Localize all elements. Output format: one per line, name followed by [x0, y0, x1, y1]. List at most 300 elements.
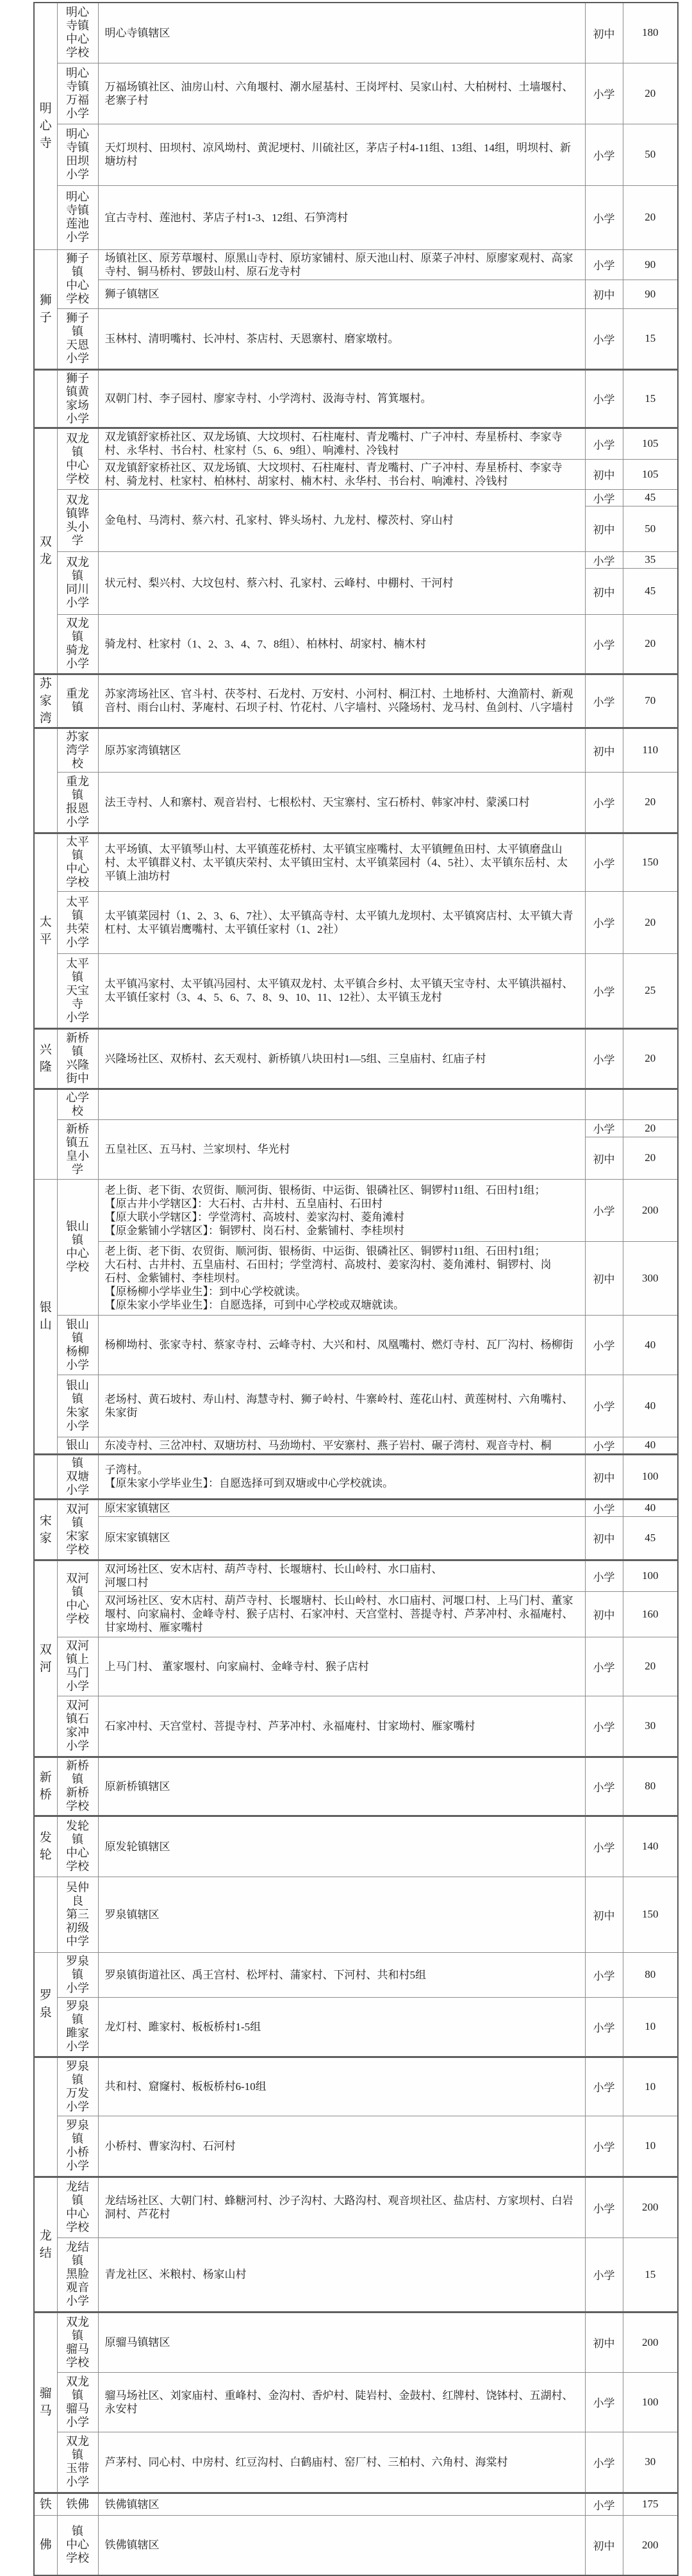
school-level-cell: 初中 [585, 1516, 623, 1560]
text-line: 小学 [66, 106, 89, 120]
school-name-cell [57, 1499, 98, 1560]
school-level-cell: 初中 [585, 1241, 623, 1315]
school-level-cell: 小学 [585, 1437, 623, 1454]
text-line: 天宝 [66, 983, 89, 997]
table-row [34, 2237, 678, 2312]
text-line: 泉 [39, 2006, 52, 2020]
text-line: 银 [39, 1301, 52, 1314]
text-line: 小学 [66, 1010, 89, 1024]
text-line: 骑龙 [66, 644, 89, 657]
text-line: 龙结 [66, 2241, 89, 2254]
school-name-cell [57, 1437, 98, 1454]
enrollment-count-cell: 45 [623, 1516, 678, 1560]
text-line: 双龙 [66, 2435, 89, 2448]
text-line: 银山 [66, 1220, 89, 1233]
text-line: 镇 [72, 970, 83, 983]
school-level-cell: 初中 [585, 728, 623, 772]
school-level-cell: 小学 [585, 1179, 623, 1241]
text-line: 家 [39, 694, 52, 708]
table-row [34, 1516, 678, 1560]
table-row [34, 2432, 678, 2493]
text-line: 狮子镇辖区 [104, 288, 160, 300]
enrollment-count-cell: 25 [623, 953, 678, 1028]
text-line: 寺 [72, 997, 83, 1010]
text-line: 天灯坝村、田坝村、凉风坳村、黄泥埂村、川硫社区，茅店子村4-11组、13组、14组，明坝村、新塘坊村 [104, 142, 572, 167]
school-level-cell: 小学 [585, 308, 623, 369]
text-line: 铁佛镇辖区 [104, 2498, 160, 2511]
region-cell [34, 2312, 57, 2493]
table-row [34, 1375, 678, 1437]
text-line: 心 [39, 119, 52, 133]
text-line: 双河场社区、安木店村、葫芦寺村、长堰塘村、长山岭村、水口庙村、 [104, 1563, 443, 1575]
text-line: 小学 [66, 352, 89, 365]
text-line: 兴 [39, 1043, 52, 1057]
school-level-cell: 初中 [585, 3, 623, 63]
text-line: 小桥村、曹家沟村、石河村 [104, 2139, 236, 2152]
text-line: 镇 [72, 445, 83, 458]
text-line: 皇小 [66, 1149, 89, 1162]
region-cell [34, 833, 57, 1028]
text-line: 杨柳 [66, 1344, 89, 1358]
table-row [34, 1997, 678, 2057]
text-line: 山 [39, 1318, 52, 1332]
service-area-cell [98, 1179, 585, 1241]
text-line: 太 [39, 915, 52, 929]
service-area-cell [98, 953, 585, 1028]
enrollment-count-cell: 200 [623, 1179, 678, 1241]
text-line: 太平镇菜园村（1、2、3、6、7社）、太平镇高寺村、太平镇九龙坝村、太平镇窝店村、太平镇大青杠村、太平镇岩鹰嘴村、太平镇任家村（1、2社） [104, 909, 573, 935]
text-line: 中心 [66, 862, 89, 875]
enrollment-count-cell: 40 [623, 1315, 678, 1375]
text-line: 明心寺镇辖区 [104, 26, 170, 39]
school-name-cell [57, 2177, 98, 2237]
school-level-cell: 小学 [585, 614, 623, 674]
service-area-cell [98, 2432, 585, 2493]
text-line: 中心 [66, 279, 89, 292]
table-row [34, 308, 678, 369]
text-line: 万福 [66, 93, 89, 106]
text-line: 【原朱家小学毕业生】：自愿选择可到双塘或中心学校就读。 [104, 1477, 393, 1489]
school-name-cell [57, 1028, 98, 1089]
text-line: 田坝 [66, 155, 89, 167]
enrollment-count-cell: 40 [623, 1437, 678, 1454]
school-name-cell [57, 1997, 98, 2057]
service-area-cell [98, 1315, 585, 1375]
region-cell [34, 249, 57, 369]
service-area-cell [98, 674, 585, 728]
text-line: 学校 [66, 1260, 89, 1273]
text-line: 原苏家湾镇辖区 [104, 744, 181, 757]
text-line: 镇 [72, 2448, 83, 2461]
text-line: 小学 [66, 596, 89, 609]
region-cell [34, 1089, 57, 1179]
text-line: 镇 [72, 265, 83, 278]
enrollment-count-cell: 110 [623, 728, 678, 772]
text-line: 学 [72, 533, 83, 547]
enrollment-count-cell: 100 [623, 1560, 678, 1591]
table-row [34, 674, 678, 728]
enrollment-range-table [33, 2, 679, 2576]
table-row [34, 2493, 678, 2515]
text-line: 镇 [72, 630, 83, 643]
school-level-cell: 小学 [585, 428, 623, 459]
text-line: 学校 [66, 1612, 89, 1625]
enrollment-count-cell: 20 [623, 1137, 678, 1179]
text-line: 东凌寺村、三岔冲村、双塘坊村、马劲坳村、平安寨村、燕子岩村、碾子湾村、观音寺村、桐 [104, 1439, 552, 1451]
enrollment-count-cell: 35 [623, 551, 678, 568]
school-name-cell [57, 1877, 98, 1952]
text-line: 镇 [72, 2073, 83, 2086]
text-line: 金龟村、马湾村、蔡六村、孔家村、铧头场村、九龙村、檬茨村、穿山村 [104, 514, 454, 526]
text-line: 双河 [66, 1639, 89, 1652]
text-line: 学校 [66, 2355, 89, 2369]
text-line: 小学 [66, 815, 89, 828]
enrollment-count-cell: 20 [623, 1028, 678, 1089]
school-level-cell: 小学 [585, 489, 623, 506]
enrollment-count-cell: 200 [623, 2312, 678, 2372]
enrollment-count-cell: 20 [623, 185, 678, 249]
service-area-cell [98, 280, 585, 308]
text-line: 街中 [66, 1072, 89, 1085]
service-area-cell [98, 2515, 585, 2575]
region-cell [34, 1952, 57, 2057]
school-level-cell: 小学 [585, 1028, 623, 1089]
service-area-cell [98, 1454, 585, 1499]
school-name-cell [57, 63, 98, 124]
text-line: 小学 [66, 1981, 89, 1995]
text-line: 黑脸 [66, 2268, 89, 2280]
table-row [34, 1952, 678, 1997]
text-line: 寺镇 [66, 19, 89, 33]
text-line: 原发轮镇辖区 [104, 1840, 170, 1853]
text-line: 镇 [72, 1392, 83, 1405]
table-row [34, 2116, 678, 2177]
enrollment-count-cell: 50 [623, 124, 678, 185]
enrollment-count-cell: 10 [623, 2057, 678, 2116]
service-area-cell [98, 772, 585, 833]
text-line: 石村、金紫铺村、李桂坝村。 [104, 1272, 247, 1284]
table-row [34, 2515, 678, 2575]
text-line: 重龙 [66, 687, 89, 700]
school-name-cell [57, 2237, 98, 2312]
text-line: 新桥 [66, 1032, 89, 1044]
school-level-cell: 小学 [585, 2493, 623, 2515]
text-line: 场镇社区、原芳草堰村、原黑山寺村、原坊家铺村、原天池山村、原菜子冲村、原廖家观村、高家寺村、铜马桥村、锣鼓山村、原石龙寺村 [104, 251, 573, 278]
enrollment-count-cell: 105 [623, 459, 678, 489]
enrollment-count-cell: 30 [623, 2432, 678, 2493]
region-cell [34, 1454, 57, 1499]
text-line: 学校 [66, 46, 89, 60]
table-row [34, 1454, 678, 1499]
text-line: 镇 [72, 1516, 83, 1529]
text-line: 子 [39, 311, 52, 324]
school-name-cell [57, 1454, 98, 1499]
table-row [34, 833, 678, 891]
service-area-cell [98, 489, 585, 551]
table-row [34, 1179, 678, 1241]
text-line: 镇 [72, 2194, 83, 2207]
school-name-cell [57, 2432, 98, 2493]
school-name-cell [57, 2515, 98, 2575]
school-level-cell: 初中 [585, 2312, 623, 2372]
text-line: 桥 [39, 1788, 52, 1802]
text-line: 报恩 [66, 802, 89, 815]
text-line: 罗泉镇街道社区、禹王宫村、松坪村、蒲家村、下河村、共和村5组 [104, 1968, 426, 1981]
table-row [34, 2372, 678, 2432]
service-area-cell [98, 1089, 585, 1119]
enrollment-count-cell: 100 [623, 2372, 678, 2432]
table-row [34, 1437, 678, 1454]
text-line: 小学 [66, 168, 89, 181]
table-row [34, 1241, 678, 1315]
region-cell [34, 1757, 57, 1816]
service-area-cell [98, 2372, 585, 2432]
service-area-cell [98, 63, 585, 124]
text-line: 镇石 [66, 1712, 89, 1725]
school-level-cell: 小学 [585, 2432, 623, 2493]
text-line: 【原杨柳小学毕业生】：到中心学校就读。 [104, 1285, 306, 1298]
text-line: 小学 [66, 2159, 89, 2172]
school-name-cell [57, 369, 98, 428]
text-line: 狮子 [66, 312, 89, 324]
text-line: 共和村、窟窿村、板板桥村6-10组 [104, 2080, 267, 2093]
text-line: 上马门村、 董家堰村、向家扁村、金峰寺村、猴子店村 [104, 1660, 369, 1673]
text-line: 双塘 [66, 1469, 89, 1483]
text-line: 老场村、黄石坡村、寿山村、海慧寺村、狮子岭村、牛寨岭村、莲花山村、黄莲树村、六角嘴村、朱家街 [104, 1393, 573, 1419]
text-line: 双龙 [66, 617, 89, 630]
school-name-cell [57, 1816, 98, 1877]
text-line: 狮子 [66, 252, 89, 265]
service-area-cell [98, 2177, 585, 2237]
service-area-cell [98, 185, 585, 249]
enrollment-count-cell [623, 1089, 678, 1119]
school-name-cell [57, 1637, 98, 1696]
table-row [34, 772, 678, 833]
school-level-cell: 小学 [585, 124, 623, 185]
region-cell [34, 2493, 57, 2515]
text-line: 老上街、老下街、农贸街、顺河街、银杨街、中运街、银磷社区、铜锣村11组、石田村1组； [104, 1245, 546, 1257]
text-line: 【原古井小学辖区】：大石村、古井村、五皇庙村、石田村 [104, 1197, 383, 1210]
enrollment-count-cell: 15 [623, 369, 678, 428]
region-cell [34, 428, 57, 674]
school-name-cell [57, 2493, 98, 2515]
school-level-cell: 初中 [585, 459, 623, 489]
school-level-cell: 小学 [585, 891, 623, 953]
table-row [34, 2312, 678, 2372]
text-line: 湾 [39, 711, 52, 725]
service-area-cell [98, 1516, 585, 1560]
text-line: 【原大联小学辖区】：学堂湾村、高坡村、姜家沟村、菱角滩村 [104, 1210, 404, 1223]
school-level-cell: 初中 [585, 506, 623, 551]
text-line: 镇 [72, 701, 83, 714]
service-area-cell [98, 1591, 585, 1637]
text-line: 寺镇 [66, 141, 89, 154]
text-line: 双龙 [66, 493, 89, 506]
text-line: 心学 [66, 1091, 89, 1104]
service-area-cell [98, 2312, 585, 2372]
school-name-cell [57, 2312, 98, 2372]
text-line: 太平镇冯家村、太平镇冯园村、太平镇双龙村、太平镇合乡村、太平镇天宝寺村、太平镇洪福村、太平镇任家村（3、4、5、6、7、8、9、10、11、12社）、太平镇玉龙村 [104, 978, 573, 1003]
school-level-cell: 小学 [585, 249, 623, 280]
text-line: 杨柳坳村、张家寺村、蔡家寺村、云峰寺村、大兴和村、凤凰嘴村、燃灯寺村、瓦厂沟村、杨柳街 [104, 1339, 573, 1351]
service-area-cell [98, 891, 585, 953]
service-area-cell [98, 1437, 585, 1454]
text-line: 龙灯村、雎家村、板板桥村1-5组 [104, 2020, 261, 2033]
enrollment-count-cell: 70 [623, 674, 678, 728]
text-line: 罗 [39, 1989, 52, 2002]
text-line: 中心 [66, 1598, 89, 1612]
school-name-cell [57, 1696, 98, 1757]
text-line: 万福场镇社区、油房山村、六角堰村、潮水屋基村、王岗坪村、吴家山村、大柏树村、土墙堰村、老寨子村 [104, 80, 573, 106]
text-line: 龙结场社区、大朝门村、蜂糖河村、沙子沟村、大路沟村、观音坝社区、盐店村、方家坝村、白岩洞村、芦花村 [104, 2195, 573, 2220]
table-row [34, 1637, 678, 1696]
text-line: 平 [39, 932, 52, 946]
text-line: 莲池 [66, 217, 89, 230]
service-area-cell [98, 428, 585, 459]
enrollment-count-cell: 45 [623, 568, 678, 614]
enrollment-count-cell: 105 [623, 428, 678, 459]
table-row [34, 1028, 678, 1089]
text-line: 镇 [72, 1331, 83, 1344]
text-line: 学校 [66, 472, 89, 485]
service-area-cell [98, 1499, 585, 1516]
service-area-cell [98, 1816, 585, 1877]
school-level-cell: 初中 [585, 2515, 623, 2575]
text-line: 小学 [66, 657, 89, 670]
service-area-cell [98, 1560, 585, 1591]
table-row [34, 1696, 678, 1757]
text-line: 【原金紫铺小学辖区】：铜锣村、岗石村、金紫铺村、李桂坝村 [104, 1224, 404, 1237]
text-line: 法王寺村、人和寨村、观音岩村、七根松村、天宝寨村、宝石桥村、韩家冲村、蒙溪口村 [104, 796, 530, 808]
service-area-cell [98, 728, 585, 772]
region-cell [34, 2177, 57, 2312]
service-area-cell [98, 3, 585, 63]
text-line: 兴隆 [66, 1058, 89, 1071]
text-line: 中心 [66, 458, 89, 472]
table-row [34, 728, 678, 772]
text-line: 双龙 [66, 556, 89, 569]
text-line: 老上街、老下街、农贸街、顺河街、银杨街、中运街、银磷社区、铜锣村11组、石田村1组； [104, 1183, 546, 1196]
text-line: 镇铧 [66, 506, 89, 520]
text-line: 明 [39, 102, 52, 116]
school-name-cell [57, 1315, 98, 1375]
region-cell [34, 1179, 57, 1454]
school-level-cell: 小学 [585, 953, 623, 1028]
table-row [34, 953, 678, 1028]
school-level-cell: 小学 [585, 1757, 623, 1816]
enrollment-count-cell: 20 [623, 891, 678, 953]
text-line: 明心 [66, 6, 89, 19]
text-line: 头小 [66, 520, 89, 533]
text-line: 镇 [72, 2329, 83, 2342]
text-line: 罗泉 [66, 2059, 89, 2073]
text-line: 骝马场社区、刘家庙村、重峰村、金沟村、香炉村、陡岩村、金鼓村、红牌村、饶钵村、五湖村、永安村 [104, 2389, 573, 2415]
table-row [34, 489, 678, 506]
school-level-cell: 小学 [585, 674, 623, 728]
school-name-cell [57, 1375, 98, 1437]
enrollment-count-cell: 180 [623, 3, 678, 63]
service-area-cell [98, 2493, 585, 2515]
school-level-cell: 小学 [585, 1499, 623, 1516]
table-row [34, 1591, 678, 1637]
table-row [34, 1089, 678, 1119]
text-line: 玉带 [66, 2462, 89, 2475]
text-line: 苏家湾场社区、官斗村、茯苓村、石龙村、万安村、小河村、桐江村、土地桥村、大渔箭村、新观音村、雨台山村、茅庵村、石坝子村、竹花村、八字墙村、兴隆场村、龙马村、鱼剑村、八字墙村 [104, 688, 573, 714]
table-row [34, 551, 678, 568]
school-name-cell [57, 489, 98, 551]
enrollment-count-cell: 200 [623, 2177, 678, 2237]
text-line: 双 [39, 535, 52, 549]
service-area-cell [98, 1119, 585, 1179]
text-line: 中心 [66, 1846, 89, 1859]
service-area-cell [98, 124, 585, 185]
text-line: 校 [72, 757, 83, 770]
text-line: 宜古寺村、莲池村、茅店子村1-3、12组、石笋湾村 [104, 211, 349, 224]
text-line: 镇 [72, 569, 83, 582]
text-line: 龙 [39, 553, 52, 566]
table-row [34, 124, 678, 185]
service-area-cell [98, 2057, 585, 2116]
school-name-cell [57, 1757, 98, 1816]
region-cell [34, 1028, 57, 1089]
text-line: 寺 [39, 137, 52, 151]
text-line: 青龙社区、米粮村、杨家山村 [104, 2268, 247, 2280]
table-row [34, 459, 678, 489]
school-level-cell: 初中 [585, 1591, 623, 1637]
enrollment-count-cell: 20 [623, 1637, 678, 1696]
text-line: 镇 [72, 1833, 83, 1846]
table-row [34, 1560, 678, 1591]
service-area-cell [98, 614, 585, 674]
text-line: 小学 [66, 1358, 89, 1371]
enrollment-count-cell: 15 [623, 308, 678, 369]
school-level-cell: 小学 [585, 1696, 623, 1757]
text-line: 双龙 [66, 2315, 89, 2329]
text-line: 小学 [66, 2475, 89, 2488]
enrollment-count-cell: 80 [623, 1757, 678, 1816]
text-line: 小学 [66, 1419, 89, 1432]
text-line: 太平 [66, 957, 89, 970]
school-name-cell [57, 124, 98, 185]
text-line: 学校 [66, 1543, 89, 1556]
school-name-cell [57, 1119, 98, 1179]
school-level-cell: 小学 [585, 1560, 623, 1591]
enrollment-count-cell: 300 [623, 1241, 678, 1315]
service-area-cell [98, 1997, 585, 2057]
text-line: 寺镇 [66, 79, 89, 93]
text-line: 【原朱家小学毕业生】：自愿选择，可到中心学校或双塘就读。 [104, 1299, 404, 1311]
school-level-cell: 小学 [585, 2177, 623, 2237]
text-line: 新桥 [66, 1759, 89, 1772]
text-line: 校 [72, 1104, 83, 1117]
school-name-cell [57, 614, 98, 674]
service-area-cell [98, 308, 585, 369]
school-name-cell [57, 891, 98, 953]
text-line: 兴隆场社区、双桥村、玄天观村、新桥镇八块田村1—5组、三皇庙村、红庙子村 [104, 1052, 486, 1065]
text-line: 铁佛 [66, 2497, 89, 2511]
text-line: 小学 [66, 2415, 89, 2429]
school-name-cell [57, 674, 98, 728]
text-line: 镇 [72, 1585, 83, 1598]
text-line: 镇 [72, 1234, 83, 1246]
text-line: 马 [39, 2404, 52, 2418]
table-row [34, 891, 678, 953]
table-row [34, 1757, 678, 1816]
text-line: 五皇社区、五马村、兰家坝村、华光村 [104, 1143, 290, 1155]
enrollment-count-cell: 90 [623, 249, 678, 280]
text-line: 发轮 [66, 1819, 89, 1832]
text-line: 镇 [72, 2013, 83, 2026]
